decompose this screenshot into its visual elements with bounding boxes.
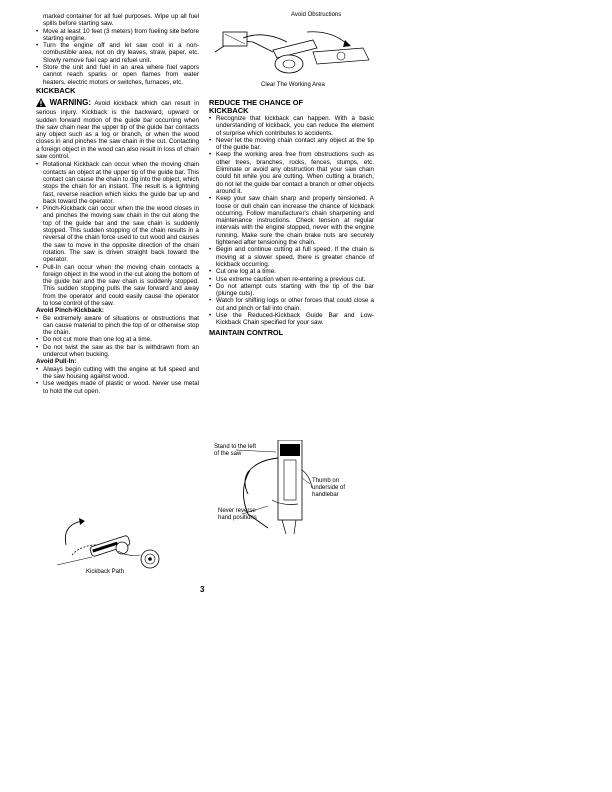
reduce-kickback-heading: [209, 99, 374, 115]
avoid-pinch-list: [36, 315, 199, 359]
stand-left-label-line-1: Stand to the left: [214, 444, 257, 450]
avoid-pull-list: [36, 366, 199, 395]
kickback-path-caption: Kickback Path: [86, 569, 125, 575]
kickback-path-figure: [52, 515, 172, 585]
stand-left-label-line-2: of the saw: [214, 451, 242, 457]
list-item: • Keep your saw chain sharp and properly tensioned. A loose or dull chain can increase the chance of kickback occurring. Follow manufacturer's chain sharpening and maintenance instructions. Check tension at regular intervals with the engine stopped, never with the engine running. Make sure the chain brake nuts are securely tightened after tensioning the chain.: [209, 195, 374, 246]
list-item: • Begin and continue cutting at full speed. If the chain is moving at a slower speed, there is greater chance of kickback occurring.: [209, 246, 374, 268]
list-item: • Rotational Kickback can occur when the moving chain contacts an object at the upper tip of the guide bar. This contact can cause the chain to dig into the object, which stops the chain for an instant. The result is a lightning fast, reverse reaction which kicks the guide bar up and back toward the operator.: [36, 161, 199, 205]
thumb-label-line-2: underside of: [312, 485, 346, 491]
kickback-type-list: [36, 161, 199, 307]
left-column: [36, 13, 199, 395]
never-reverse-label-line-2: hand positions: [218, 515, 257, 521]
avoid-pull-heading: Avoid Pull-In:: [36, 358, 77, 366]
list-item: • Keep the working area free from obstructions such as other trees, branches, rocks, fences, stumps, etc. Eliminate or avoid any obstruction that your saw chain could hit while you are cutting. When cutting a branch, do not let the guide bar contact a branch or other objects around it.: [209, 151, 374, 195]
warning-paragraph: [36, 98, 199, 160]
reduce-kickback-list: [209, 115, 374, 327]
chainsaw-kickback-illustration: [52, 515, 172, 575]
never-reverse-label: [218, 508, 257, 522]
list-item: • Always begin cutting with the engine at full speed and the saw housing against wood.: [36, 366, 199, 381]
list-item: • Store the unit and fuel in an area where fuel vapors cannot reach sparks or open flames from water heaters, electric motors or switches, furnaces, etc.: [36, 64, 199, 86]
intro-bullet-list: [36, 13, 199, 86]
list-item: • Do not cut more than one log at a time.: [36, 336, 199, 343]
clear-area-illustration: [213, 12, 373, 78]
never-reverse-label-line-1: Never reverse: [218, 508, 256, 514]
thumb-label-line-1: Thumb on: [312, 478, 340, 484]
kickback-heading: KICKBACK: [36, 85, 76, 95]
avoid-pinch-heading: Avoid Pinch-Kickback:: [36, 307, 104, 315]
list-item: • Do not twist the saw as the bar is withdrawn from an undercut when bucking.: [36, 344, 199, 359]
right-column: [209, 99, 374, 337]
list-item: • Recognize that kickback can happen. With a basic understanding of kickback, you can reduce the element of surprise which contributes to accidents.: [209, 115, 374, 137]
list-item: • Use extreme caution when re-entering a previous cut.: [209, 276, 374, 283]
list-item: • Do not attempt cuts starting with the tip of the bar (plunge cuts).: [209, 283, 374, 298]
warning-label: WARNING:: [49, 97, 91, 107]
obstructions-figure: [213, 12, 373, 90]
page-number: 3: [200, 585, 205, 594]
list-item: • Be extremely aware of situations or obstructions that can cause material to pinch the top of or otherwise stop the chain.: [36, 315, 199, 337]
stand-left-label: [214, 444, 256, 458]
list-item: • Turn the engine off and let saw cool in a non-combustible area, not on dry leaves, straw, paper, etc. Slowly remove fuel cap and refuel unit.: [36, 42, 199, 64]
warning-text: Avoid kickback which can result in serious injury. Kickback is the backward, upward or sudden forward motion of the guide bar occurring when the saw chain near the upper tip of the guide bar contacts any object such as a log or branch, or when the wood closes in and pinches the saw chain in the cut. Contacting a foreign object in the wood can also result in loss of chain saw control.: [36, 99, 199, 161]
list-item: • Move at least 10 feet (3 meters) from fueling site before starting engine.: [36, 28, 199, 43]
list-item: • Watch for shifting logs or other forces that could close a cut and pinch or fall into chain.: [209, 297, 374, 312]
reduce-heading-line-2: KICKBACK: [209, 106, 249, 115]
list-item: • Use the Reduced-Kickback Guide Bar and Low-Kickback Chain specified for your saw.: [209, 312, 374, 327]
avoid-obstructions-label: Avoid Obstructions: [291, 12, 342, 18]
list-item: marked container for all fuel purposes. Wipe up all fuel spills before starting saw.: [43, 13, 199, 28]
list-item: • Pinch-Kickback can occur when the the wood closes in and pinches the moving saw chain in the cut along the top of the guide bar and the saw chain is suddenly stopped. This sudden stopping of the chain results in a reversal of the chain force used to cut wood and causes the saw to move in the opposite direction of the chain rotation. The saw is driven straight back toward the operator.: [36, 205, 199, 263]
clear-working-area-caption: Clear The Working Area: [261, 82, 325, 88]
thumb-label-line-3: handlebar: [312, 492, 339, 498]
reduce-heading-line-1: REDUCE THE CHANCE OF: [209, 98, 304, 107]
maintain-control-heading: MAINTAIN CONTROL: [209, 327, 284, 337]
warning-icon: [36, 98, 46, 109]
list-item: • Never let the moving chain contact any object at the tip of the guide bar.: [209, 137, 374, 152]
list-item: • Pull-In can occur when the moving chain contacts a foreign object in the wood in the cut along the bottom of the guide bar and the saw chain is suddenly stopped. This sudden stopping pulls the saw forward and away from the operator and could easily cause the operator to lose control of the saw.: [36, 264, 199, 308]
list-item: • Cut one log at a time.: [209, 268, 374, 275]
list-item: • Use wedges made of plastic or wood. Never use metal to hold the cut open.: [36, 380, 199, 395]
maintain-control-figure: [212, 440, 372, 535]
thumb-label: [312, 478, 345, 499]
